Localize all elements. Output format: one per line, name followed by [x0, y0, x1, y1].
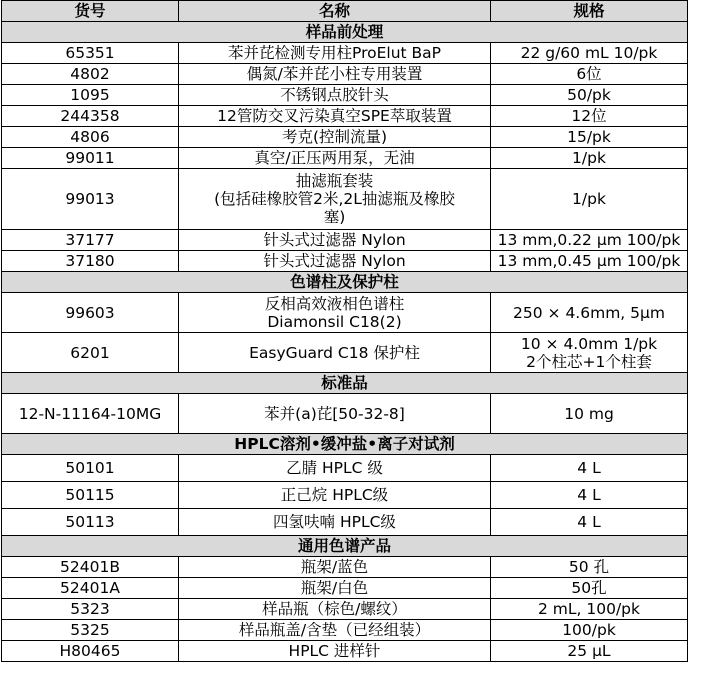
product-spec-cell [491, 482, 688, 509]
product-spec-line: 4 L [577, 513, 601, 531]
product-spec-cell [491, 599, 688, 620]
product-name-cell [179, 127, 491, 148]
product-spec-cell [491, 578, 688, 599]
product-code-cell: 50115 [2, 482, 179, 509]
product-spec-line: 1/pk [572, 149, 606, 167]
product-spec-line: 4 L [577, 459, 601, 477]
section-title: 标准品 [2, 373, 688, 394]
product-spec-line: 50 孔 [568, 558, 610, 576]
product-code-cell: 12-N-11164-10MG [2, 394, 179, 434]
product-spec-cell [491, 127, 688, 148]
product-name-cell [179, 251, 491, 272]
product-name-line: Diamonsil C18(2) [267, 312, 402, 331]
product-name-cell [179, 64, 491, 85]
product-name-line: 瓶架/蓝色 [300, 558, 369, 576]
table-row [2, 43, 688, 64]
product-name-line: 真空/正压两用泵，无油 [254, 149, 415, 167]
product-name-line: 针头式过滤器 Nylon [263, 252, 406, 270]
product-code-cell: 4802 [2, 64, 179, 85]
table-row [2, 557, 688, 578]
product-code-cell: 52401B [2, 557, 179, 578]
product-spec-line: 2 mL, 100/pk [538, 600, 640, 618]
product-name-cell [179, 509, 491, 536]
product-name-line: 12管防交叉污染真空SPE萃取装置 [217, 107, 452, 125]
product-name-cell [179, 106, 491, 127]
product-name-cell [179, 148, 491, 169]
section-title: HPLC溶剂•缓冲盐•离子对试剂 [2, 434, 688, 455]
product-spec-line: 25 µL [567, 642, 611, 660]
product-spec-line: 13 mm,0.45 µm 100/pk [497, 252, 681, 270]
table-row [2, 509, 688, 536]
product-spec-line: 13 mm,0.22 µm 100/pk [497, 231, 681, 249]
product-spec-cell [491, 509, 688, 536]
product-code-cell: 99013 [2, 169, 179, 230]
product-name-line: 乙腈 HPLC 级 [286, 459, 383, 477]
product-spec-line: 6位 [576, 65, 602, 83]
product-spec-cell [491, 333, 688, 373]
table-header-row [2, 1, 688, 22]
product-spec-cell [491, 230, 688, 251]
product-spec-line: 4 L [577, 486, 601, 504]
table-row [2, 599, 688, 620]
product-spec-cell [491, 455, 688, 482]
product-spec-cell [491, 43, 688, 64]
product-spec-cell [491, 251, 688, 272]
header-name: 名称 [179, 1, 491, 22]
table-row [2, 169, 688, 230]
product-name-line: 偶氮/苯并芘小柱专用装置 [246, 65, 423, 83]
product-code-cell: 1095 [2, 85, 179, 106]
table-row [2, 230, 688, 251]
product-name-line: 正己烷 HPLC级 [280, 486, 389, 504]
table-row [2, 127, 688, 148]
product-name-line: 苯并芘检测专用柱ProElut BaP [228, 44, 441, 62]
product-name-cell [179, 333, 491, 373]
product-name-line: 抽滤瓶套装 [295, 172, 374, 190]
table-row [2, 148, 688, 169]
product-spec-line: 50孔 [571, 579, 607, 597]
product-code-cell: 4806 [2, 127, 179, 148]
product-name-cell [179, 169, 491, 230]
table-row [2, 482, 688, 509]
product-code-cell: 99011 [2, 148, 179, 169]
product-spec-cell [491, 106, 688, 127]
section-title: 色谱柱及保护柱 [2, 272, 688, 293]
product-name-line: 苯并(a)芘[50-32-8] [264, 404, 405, 423]
product-name-cell [179, 641, 491, 662]
table-row [2, 64, 688, 85]
product-code-cell: H80465 [2, 641, 179, 662]
product-name-line: 反相高效液相色谱柱 [264, 294, 405, 313]
section-header-row [2, 373, 688, 394]
product-name-line: HPLC 进样针 [288, 642, 381, 660]
product-name-line: 考克(控制流量) [281, 128, 388, 146]
table-row [2, 251, 688, 272]
product-code-cell: 37180 [2, 251, 179, 272]
product-code-cell: 6201 [2, 333, 179, 373]
product-spec-line: 22 g/60 mL 10/pk [520, 44, 658, 62]
table-row [2, 641, 688, 662]
table-row [2, 394, 688, 434]
product-code-cell: 99603 [2, 293, 179, 333]
table-row [2, 333, 688, 373]
product-name-cell [179, 599, 491, 620]
product-spec-cell [491, 85, 688, 106]
product-spec-cell [491, 557, 688, 578]
section-title: 样品前处理 [2, 22, 688, 43]
product-name-cell [179, 482, 491, 509]
table-row [2, 455, 688, 482]
product-spec-cell [491, 169, 688, 230]
product-name-cell [179, 455, 491, 482]
product-code-cell: 50101 [2, 455, 179, 482]
product-name-line: 不锈钢点胶针头 [280, 86, 389, 104]
product-code-cell: 244358 [2, 106, 179, 127]
table-row [2, 578, 688, 599]
product-spec-cell [491, 64, 688, 85]
product-name-line: 四氢呋喃 HPLC级 [273, 513, 396, 531]
product-code-cell: 50113 [2, 509, 179, 536]
product-code-cell: 37177 [2, 230, 179, 251]
product-spec-line: 100/pk [562, 621, 616, 639]
product-name-line: 瓶架/白色 [300, 579, 369, 597]
product-name-line: 样品瓶（棕色/螺纹） [262, 600, 407, 618]
product-name-cell [179, 293, 491, 333]
product-spec-cell [491, 394, 688, 434]
product-spec-line: 12位 [571, 107, 607, 125]
product-table [1, 0, 688, 662]
product-spec-line: 50/pk [567, 86, 611, 104]
product-name-cell [179, 578, 491, 599]
header-code: 货号 [2, 1, 179, 22]
product-name-line: EasyGuard C18 保护柱 [249, 343, 420, 362]
section-header-row [2, 434, 688, 455]
product-name-cell [179, 85, 491, 106]
product-code-cell: 52401A [2, 578, 179, 599]
product-spec-line: 15/pk [567, 128, 611, 146]
section-header-row [2, 272, 688, 293]
product-spec-line: 10 mg [564, 404, 614, 423]
product-name-line: 样品瓶盖/含垫（已经组装） [238, 621, 431, 639]
product-spec-line: 10 × 4.0mm 1/pk [520, 334, 658, 353]
product-spec-line: 250 × 4.6mm, 5µm [513, 303, 665, 322]
product-name-line: 塞) [323, 208, 346, 226]
table-row [2, 293, 688, 333]
table-row [2, 620, 688, 641]
product-name-cell [179, 620, 491, 641]
product-spec-cell [491, 148, 688, 169]
product-name-cell [179, 230, 491, 251]
product-name-cell [179, 43, 491, 64]
section-header-row [2, 22, 688, 43]
product-code-cell: 5325 [2, 620, 179, 641]
section-header-row [2, 536, 688, 557]
product-spec-cell [491, 620, 688, 641]
product-name-cell [179, 394, 491, 434]
product-spec-cell [491, 641, 688, 662]
table-row [2, 106, 688, 127]
header-spec: 规格 [491, 1, 688, 22]
product-code-cell: 5323 [2, 599, 179, 620]
product-spec-line: 1/pk [572, 190, 606, 208]
section-title: 通用色谱产品 [2, 536, 688, 557]
product-name-line: 针头式过滤器 Nylon [263, 231, 406, 249]
product-name-cell [179, 557, 491, 578]
product-spec-line: 2个柱芯+1个柱套 [526, 352, 652, 371]
table-body [2, 22, 688, 662]
table-row [2, 85, 688, 106]
product-code-cell: 65351 [2, 43, 179, 64]
product-spec-cell [491, 293, 688, 333]
product-name-line: (包括硅橡胶管2米,2L抽滤瓶及橡胶 [214, 190, 455, 208]
